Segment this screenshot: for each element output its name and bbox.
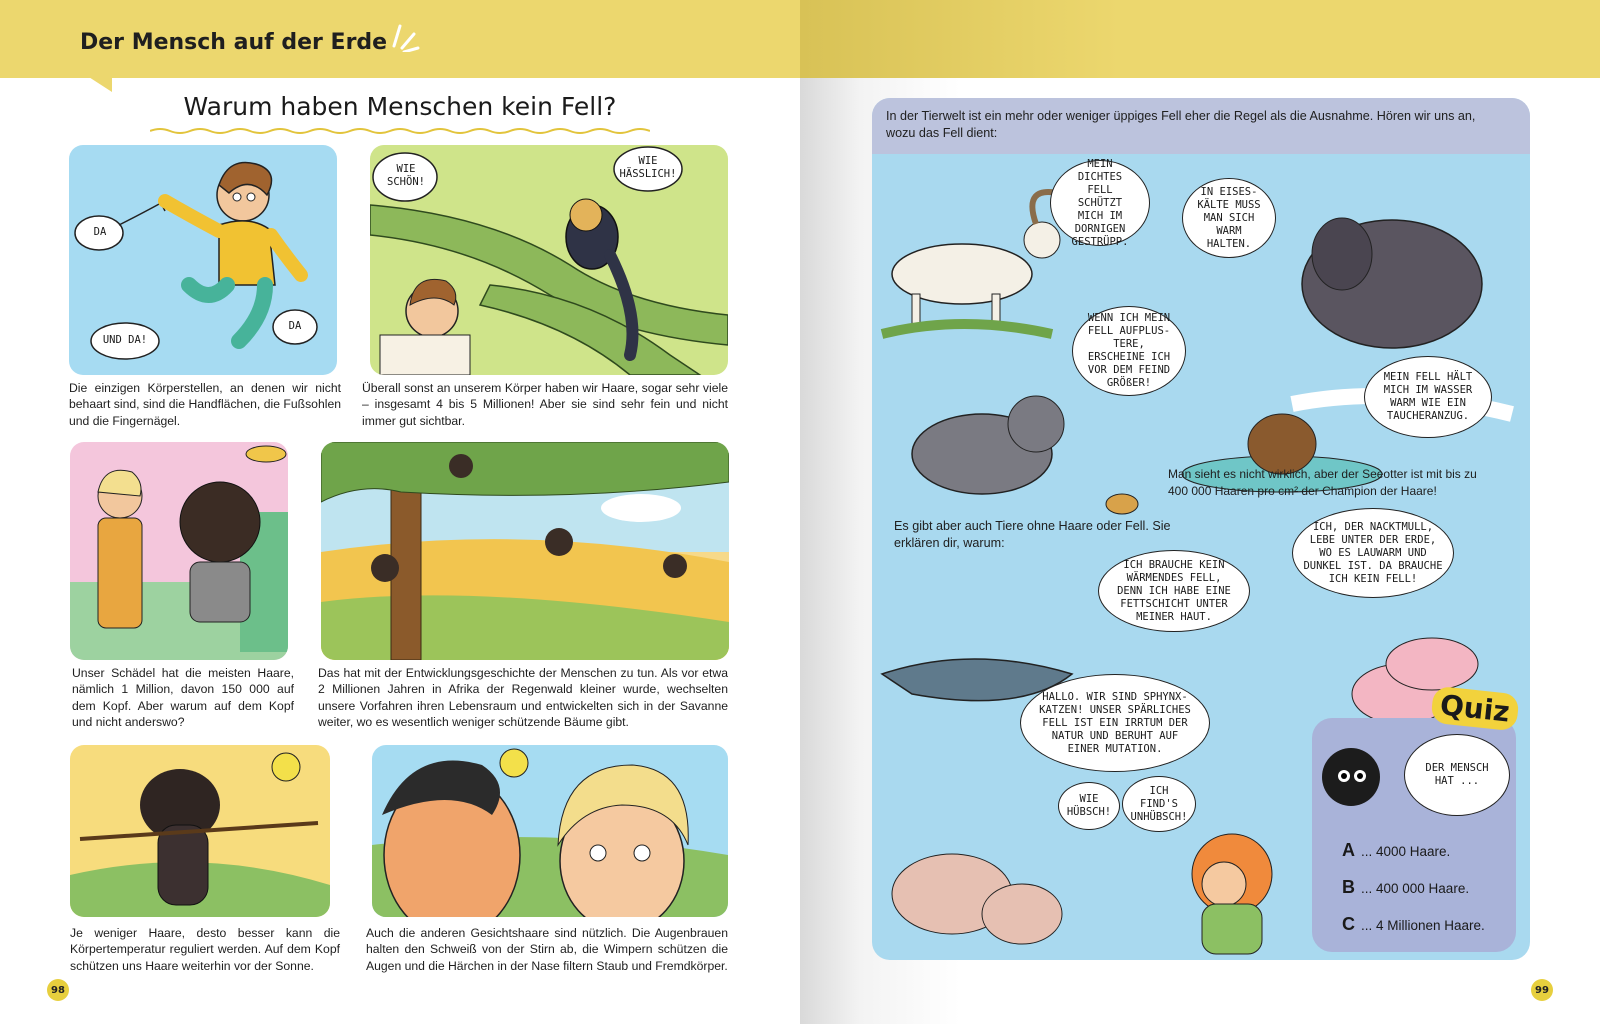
hairless-intro: Es gibt aber auch Tiere ohne Haare oder Fell. Sie erklären dir, warum: <box>894 519 1171 550</box>
hairball-character <box>1322 748 1380 806</box>
illustration-kid-palms <box>69 145 337 375</box>
illustration-hairdresser <box>70 442 288 660</box>
speech-da-2: DA <box>288 320 302 332</box>
bubble-goat: MEIN DICHTES FELL SCHÜTZT MICH IM DORNIGEN GESTRÜPP. <box>1050 160 1150 246</box>
bubble-unhuebsch: ICH FIND'S UNHÜBSCH! <box>1122 776 1196 832</box>
bubble-wie-huebsch: WIE HÜBSCH! <box>1058 782 1120 830</box>
caption-6: Auch die anderen Gesichtshaare sind nützlich. Die Augenbrauen halten den Schweiß von der Stirn ab, die Wimpern schützen die Augen und die Härchen in der Nase filtern Staub und Fremdkörper. <box>366 926 728 973</box>
sparkle-icon <box>390 22 420 52</box>
caption-4: Das hat mit der Entwicklungsgeschichte der Menschen zu tun. Als vor etwa 2 Millionen Jahren in Afrika der Regenwald kleiner wurde, wechselten unsere Vorfahren ihren Lebensraum und entwickelten sich in der Savanne weiter, wo es wesentlich weniger schützende Bäume gibt. <box>318 666 728 729</box>
bubble-muskox: IN EISES-KÄLTE MUSS MAN SICH WARM HALTEN. <box>1182 178 1276 258</box>
illustration-savanna-ancestors <box>321 442 729 660</box>
intro-text: In der Tierwelt ist ein mehr oder weniger üppiges Fell eher die Regel als die Ausnahme. Hören wir uns an, wozu das Fell dient: <box>886 109 1476 140</box>
quiz-label: Quiz <box>1430 686 1519 732</box>
otter-caption: Man sieht es nicht wirklich, aber der Seeotter ist mit bis zu 400 000 Haaren pro cm² der Champion der Haare! <box>1168 467 1477 498</box>
bubble-otter: MEIN FELL HÄLT MICH IM WASSER WARM WIE EIN TAUCHERANZUG. <box>1364 356 1492 438</box>
speech-wie-schoen: WIE SCHÖN! <box>387 163 425 188</box>
page-question-title: Warum haben Menschen kein Fell? <box>183 92 617 121</box>
bubble-mole-rat: ICH, DER NACKTMULL, LEBE UNTER DER ERDE, WO ES LAUWARM UND DUNKEL IST. DA BRAUCHE ICH KEIN FELL! <box>1292 508 1454 598</box>
bubble-whale: ICH BRAUCHE KEIN WÄRMENDES FELL, DENN ICH HABE EINE FETTSCHICHT UNTER MEINER HAUT. <box>1098 550 1250 632</box>
header-band-right <box>800 0 1600 78</box>
quiz-options <box>1342 840 1485 935</box>
quiz-option-a[interactable]: A ... 4000 Haare. <box>1342 840 1451 860</box>
caption-3: Unser Schädel hat die meisten Haare, nämlich 1 Million, davon 150 000 auf dem Kopf. Aber warum auf dem Kopf und nicht anderswo? <box>72 666 294 729</box>
bubble-cat: WENN ICH MEIN FELL AUFPLUS-TERE, ERSCHEINE ICH VOR DEM FEIND GRÖßER! <box>1072 306 1186 396</box>
quiz-option-b[interactable]: B ... 400 000 Haare. <box>1342 877 1470 897</box>
page-number-left: 98 <box>47 979 69 1001</box>
speech-da-1: DA <box>93 226 107 238</box>
speech-wie-haesslich: WIE HÄSSLICH! <box>619 155 677 180</box>
speech-und-da: UND DA! <box>102 334 148 346</box>
quiz-box <box>1312 688 1516 952</box>
caption-5: Je weniger Haare, desto besser kann die Körpertemperatur reguliert werden. Auf dem Kopf schützen uns Haare weiterhin vor der Sonne. <box>70 926 340 973</box>
illustration-faces <box>372 745 728 917</box>
animal-panel <box>872 98 1530 960</box>
page-number-right: 99 <box>1531 979 1553 1001</box>
caption-1: Die einzigen Körperstellen, an denen wir nicht behaart sind, sind die Handflächen, die Fußsohlen und die Fingernägel. <box>69 381 341 428</box>
section-title: Der Mensch auf der Erde <box>80 30 388 55</box>
illustration-ancestor-spear <box>70 745 330 917</box>
bubble-sphynx: HALLO. WIR SIND SPHYNX-KATZEN! UNSER SPÄRLICHES FELL IST EIN IRRTUM DER NATUR UND BERUHT AUF EINER MUTATION. <box>1020 674 1210 772</box>
caption-2: Überall sonst an unserem Körper haben wir Haare, sogar sehr viele – insgesamt 4 bis 5 Millionen! Aber sie sind sehr fein und nicht immer gut sichtbar. <box>362 381 728 428</box>
quiz-option-c[interactable]: C ... 4 Millionen Haare. <box>1342 914 1485 934</box>
illustration-boy-monkey <box>370 145 728 375</box>
bubble-quiz-prompt: DER MENSCH HAT ... <box>1404 734 1510 816</box>
title-underline <box>150 127 650 135</box>
